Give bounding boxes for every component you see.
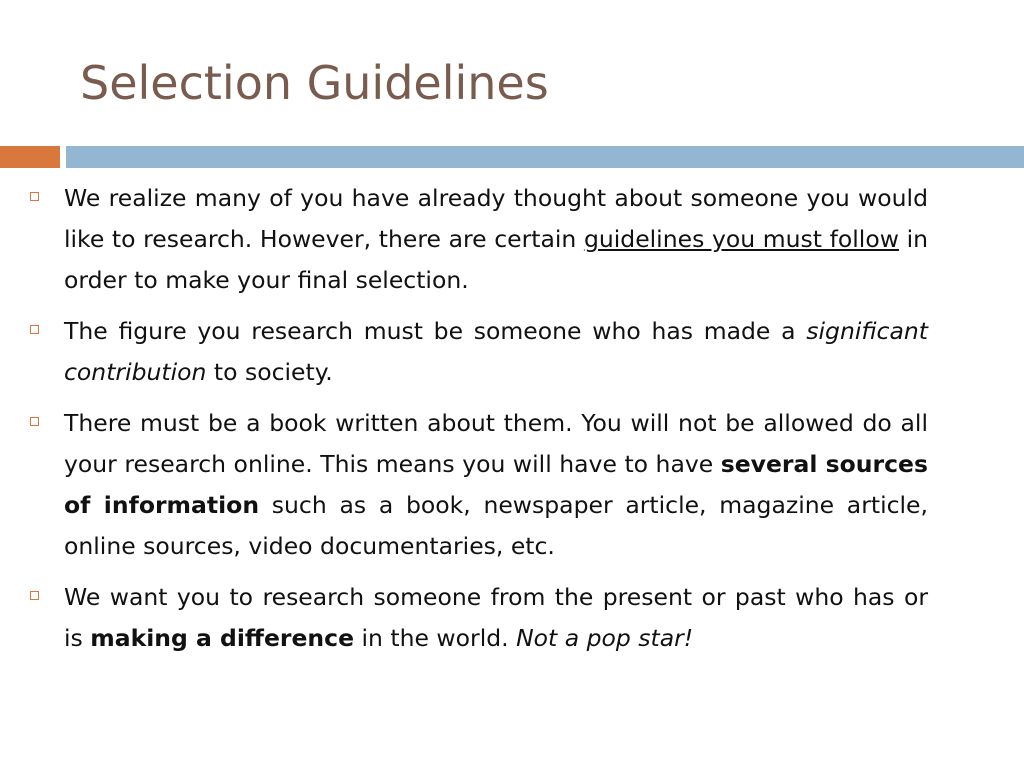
- bullet-text-part: There must be a book written about them. You will not be allowed do all your research online. This means you will have to have: [64, 409, 928, 478]
- bullet-italic-text: significant contribution: [64, 317, 928, 386]
- accent-bar-blue: [66, 146, 1024, 168]
- bullet-bold-text: several sources of information: [64, 450, 928, 519]
- bullet-text: [64, 178, 928, 301]
- bullet-text: [64, 577, 928, 659]
- hollow-square-bullet-icon: [30, 325, 39, 334]
- bullet-item: [28, 577, 928, 659]
- bullet-text: [64, 403, 928, 567]
- bullet-text: [64, 311, 928, 393]
- bullet-item: [28, 178, 928, 301]
- bullet-text-part: We want you to research someone from the present or past who has or is: [64, 583, 928, 652]
- bullet-text-part: We realize many of you have already thought about someone you would like to research. However, there are certain: [64, 184, 928, 253]
- bullet-text-part: The figure you research must be someone who has made a: [64, 317, 807, 345]
- hollow-square-bullet-icon: [30, 417, 39, 426]
- bullet-text-part: such as a book, newspaper article, magazine article, online sources, video documentaries, etc.: [64, 491, 928, 560]
- bullet-list: [28, 178, 928, 669]
- hollow-square-bullet-icon: [30, 192, 39, 201]
- accent-bar-orange: [0, 146, 60, 168]
- bullet-underlined-text: guidelines you must follow: [583, 225, 899, 253]
- bullet-text-part: in the world.: [354, 624, 517, 652]
- bullet-italic-text: Not a pop star!: [516, 624, 694, 652]
- slide-title: Selection Guidelines: [80, 56, 549, 110]
- bullet-bold-text: making a difference: [90, 624, 355, 652]
- bullet-item: [28, 311, 928, 393]
- bullet-text-part: in order to make your final selection.: [64, 225, 928, 294]
- bullet-text-part: to society.: [206, 358, 333, 386]
- bullet-item: [28, 403, 928, 567]
- hollow-square-bullet-icon: [30, 591, 39, 600]
